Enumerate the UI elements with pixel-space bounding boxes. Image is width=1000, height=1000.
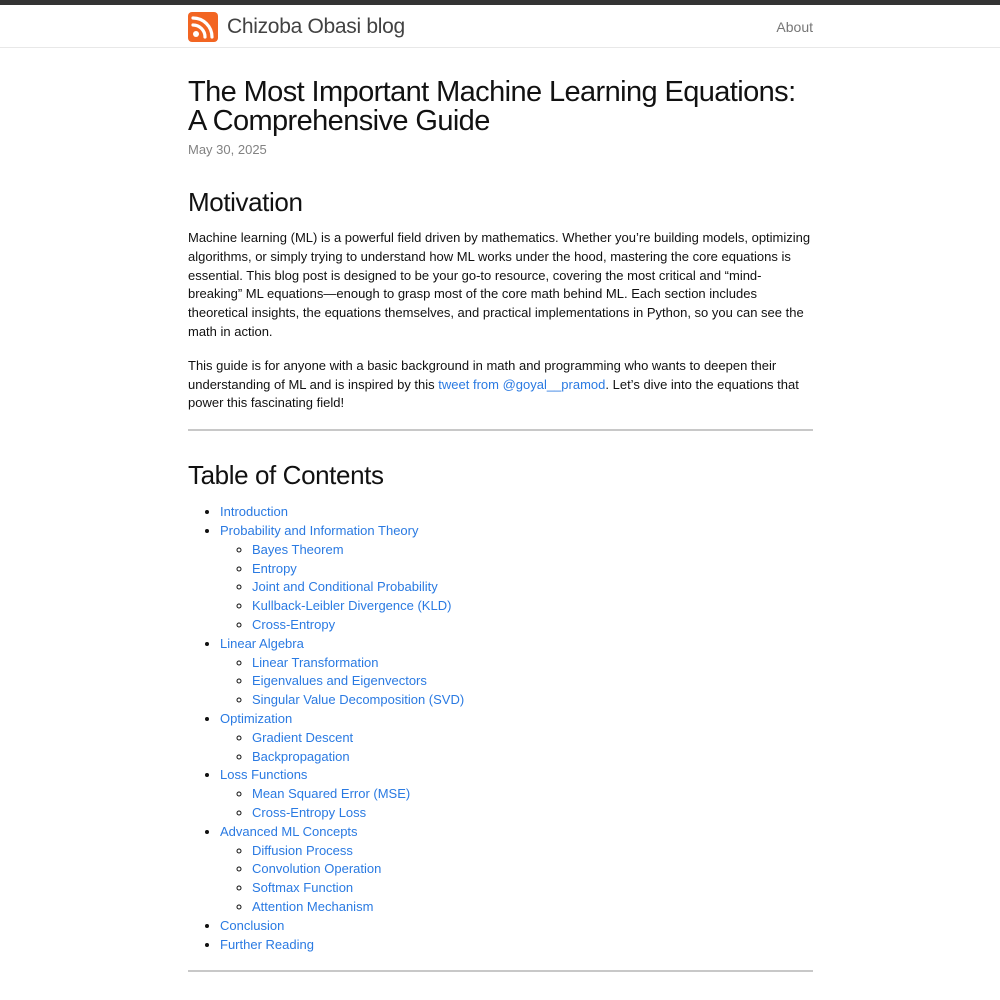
- toc-link[interactable]: Optimization: [220, 710, 293, 726]
- toc-sublist: [220, 654, 813, 710]
- toc-subitem: [252, 597, 813, 616]
- toc-sublink[interactable]: Kullback-Leibler Divergence (KLD): [252, 598, 452, 614]
- toc-sublink[interactable]: Softmax Function: [252, 880, 354, 896]
- toc-sublist: [220, 842, 813, 917]
- motivation-paragraph-1: Machine learning (ML) is a powerful field driven by mathematics. Whether you’re building models, optimizing algorithms, or simply trying to understand how ML works under the hood, mastering the core equations is essential. This blog post is designed to be your go-to resource, covering the most critical and “mind-breaking” ML equations—enough to grasp most of the core math behind ML. Each section includes theoretical insights, the equations themselves, and practical implementations in Python, so you can see the math in action.: [188, 230, 811, 339]
- toc-sublink[interactable]: Eigenvalues and Eigenvectors: [252, 673, 427, 689]
- post-title: The Most Important Machine Learning Equations: A Comprehensive Guide: [188, 76, 796, 137]
- toc-subitem: [252, 842, 813, 861]
- motivation-paragraph-2: [188, 357, 813, 413]
- rss-icon: [188, 12, 218, 42]
- toc-sublist: [220, 785, 813, 823]
- toc-sublink[interactable]: Entropy: [252, 560, 297, 576]
- toc-subitem: [252, 729, 813, 748]
- toc-sublink[interactable]: Cross-Entropy: [252, 616, 336, 632]
- toc-link[interactable]: Conclusion: [220, 917, 285, 933]
- toc-sublink[interactable]: Diffusion Process: [252, 842, 353, 858]
- toc-heading: Table of Contents: [188, 460, 384, 491]
- toc-item: [220, 917, 813, 936]
- toc-subitem: [252, 879, 813, 898]
- toc-sublink[interactable]: Singular Value Decomposition (SVD): [252, 692, 465, 708]
- toc-sublist: [220, 729, 813, 767]
- paragraph-text: . Let’s dive into the equations that power this fascinating field!: [188, 376, 799, 411]
- toc-subitem: [252, 785, 813, 804]
- toc-link[interactable]: Loss Functions: [220, 767, 308, 783]
- toc-subitem: [252, 616, 813, 635]
- header-inner: [188, 5, 813, 48]
- toc-item: [220, 936, 813, 955]
- toc-sublink[interactable]: Mean Squared Error (MSE): [252, 786, 411, 802]
- toc-sublink[interactable]: Gradient Descent: [252, 729, 354, 745]
- toc-sublink[interactable]: Convolution Operation: [252, 861, 382, 877]
- toc-subitem: [252, 578, 813, 597]
- toc-subitem: [252, 541, 813, 560]
- site-title: Chizoba Obasi blog: [227, 14, 405, 38]
- section-divider: [188, 429, 813, 431]
- toc-sublist: [220, 541, 813, 635]
- toc-sublink[interactable]: Linear Transformation: [252, 654, 379, 670]
- toc-subitem: [252, 654, 813, 673]
- toc-link[interactable]: Introduction: [220, 504, 288, 520]
- tweet-link[interactable]: tweet from @goyal__pramod: [438, 376, 606, 392]
- toc-link[interactable]: Further Reading: [220, 936, 314, 952]
- toc-subitem: [252, 560, 813, 579]
- toc-item: [220, 710, 813, 766]
- toc-item: [220, 823, 813, 917]
- paragraph-text: This guide is for anyone with a basic background in math and programming who wants to deepen their understanding of ML and is inspired by this: [188, 357, 777, 392]
- toc-subitem: [252, 748, 813, 767]
- site-header: [0, 5, 1000, 48]
- toc-item: [220, 635, 813, 710]
- toc-subitem: [252, 804, 813, 823]
- toc-list: [188, 503, 813, 954]
- toc-subitem: [252, 860, 813, 879]
- toc-sublink[interactable]: Bayes Theorem: [252, 541, 344, 557]
- toc-subitem: [252, 898, 813, 917]
- toc-sublink[interactable]: Cross-Entropy Loss: [252, 804, 367, 820]
- toc-link[interactable]: Advanced ML Concepts: [220, 823, 358, 839]
- toc-item: [220, 522, 813, 635]
- motivation-heading: Motivation: [188, 187, 303, 217]
- toc-sublink[interactable]: Backpropagation: [252, 748, 350, 764]
- toc-link[interactable]: Linear Algebra: [220, 635, 304, 651]
- toc-sublink[interactable]: Attention Mechanism: [252, 898, 374, 914]
- toc-subitem: [252, 691, 813, 710]
- toc-link[interactable]: Probability and Information Theory: [220, 522, 419, 538]
- toc-item: [220, 503, 813, 522]
- post-date: May 30, 2025: [188, 142, 267, 157]
- toc-item: [220, 766, 813, 822]
- toc-subitem: [252, 672, 813, 691]
- section-divider: [188, 970, 813, 972]
- nav-link-about[interactable]: About: [776, 18, 813, 35]
- toc-sublink[interactable]: Joint and Conditional Probability: [252, 579, 438, 595]
- site-brand-link[interactable]: [188, 12, 405, 42]
- post-content: [188, 48, 813, 972]
